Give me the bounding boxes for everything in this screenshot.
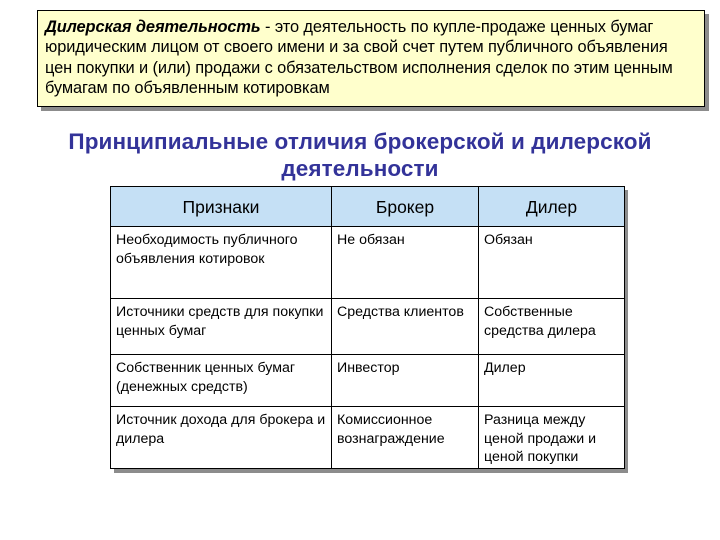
- table-row: [111, 407, 625, 469]
- table-header-row: [111, 187, 625, 227]
- broker-cell: Комиссионное вознаграждение: [332, 407, 479, 469]
- column-header-broker: Брокер: [332, 187, 479, 227]
- page-title-line-1: Принципиальные отличия брокерской и дилерской: [68, 129, 652, 154]
- broker-cell: Инвестор: [332, 355, 479, 407]
- broker-cell: Не обязан: [332, 227, 479, 299]
- page-title-line-2: деятельности: [281, 156, 439, 181]
- definition-box: [37, 10, 705, 107]
- dealer-cell: Обязан: [479, 227, 625, 299]
- table-row: [111, 227, 625, 299]
- feature-cell: Источники средств для покупки ценных бумаг: [111, 299, 332, 355]
- broker-cell: Средства клиентов: [332, 299, 479, 355]
- page-title: [0, 128, 720, 182]
- feature-cell: Собственник ценных бумаг (денежных средств): [111, 355, 332, 407]
- definition-text: это деятельность по купле-продаже ценных бумаг юридическим лицом от своего имени и за свой счет путем публичного объявления цен покупки и (или) продажи с обязательством исполнения сделок по этим ценным бумагам по объявленным котировкам: [45, 18, 673, 97]
- column-header-dealer: Дилер: [479, 187, 625, 227]
- feature-cell: Необходимость публичного объявления котировок: [111, 227, 332, 299]
- table-row: [111, 355, 625, 407]
- definition-separator: -: [260, 18, 275, 36]
- dealer-cell: Дилер: [479, 355, 625, 407]
- dealer-cell: Разница между ценой продажи и ценой покупки: [479, 407, 625, 469]
- column-header-features: Признаки: [111, 187, 332, 227]
- comparison-table: [110, 186, 625, 469]
- feature-cell: Источник дохода для брокера и дилера: [111, 407, 332, 469]
- table-row: [111, 299, 625, 355]
- definition-term: Дилерская деятельность: [45, 18, 261, 36]
- comparison-table-wrapper: [110, 186, 624, 469]
- dealer-cell: Собственные средства дилера: [479, 299, 625, 355]
